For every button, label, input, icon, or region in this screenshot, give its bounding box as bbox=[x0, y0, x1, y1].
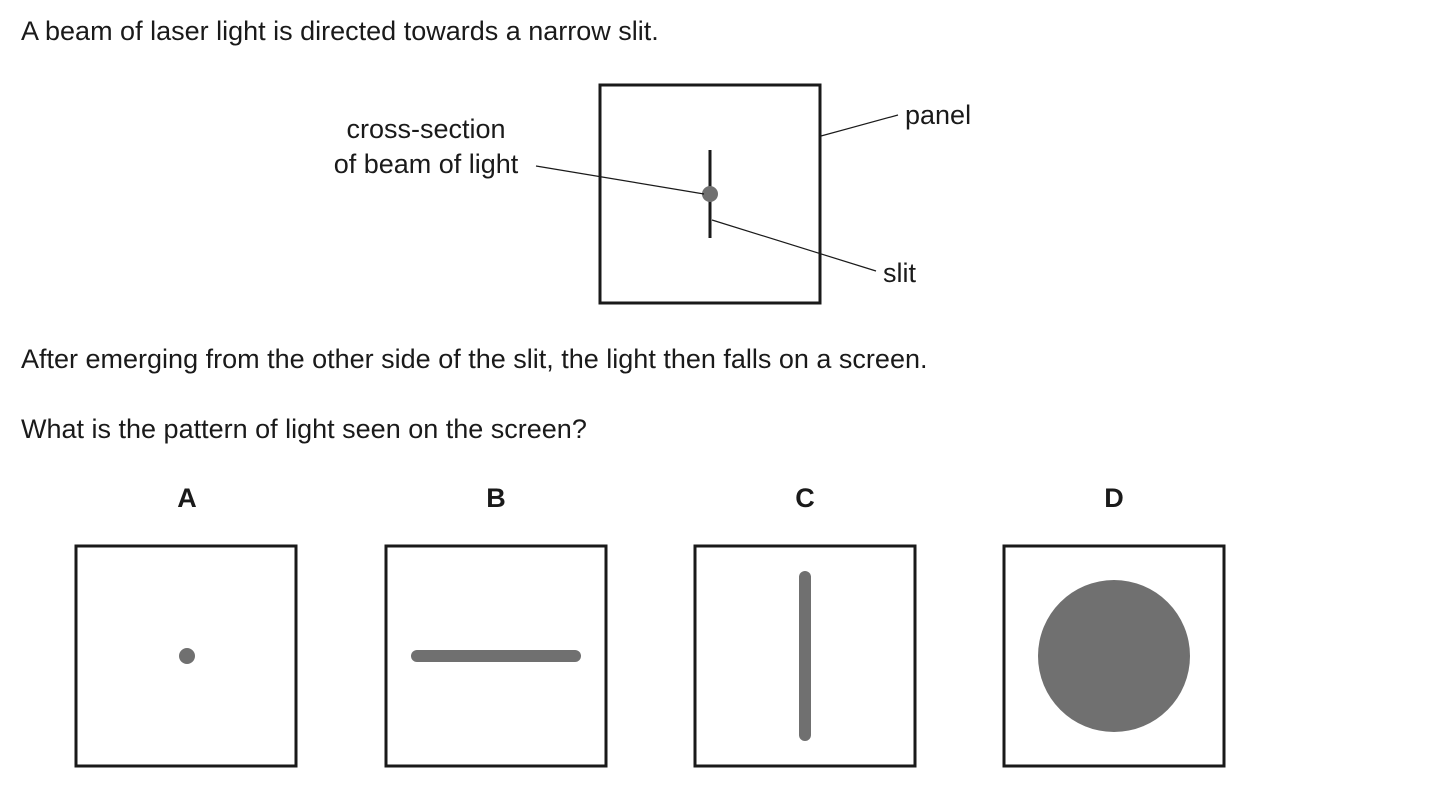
option-a[interactable] bbox=[76, 483, 296, 766]
beam-leader-line bbox=[536, 166, 704, 194]
option-a-dot bbox=[179, 648, 195, 664]
option-b-letter: B bbox=[486, 483, 506, 513]
panel-label: panel bbox=[905, 100, 972, 130]
slit-label: slit bbox=[883, 258, 916, 288]
panel-leader-line bbox=[821, 115, 898, 136]
intro-text: A beam of laser light is directed towards a narrow slit. bbox=[21, 16, 659, 46]
prompt-text: What is the pattern of light seen on the screen? bbox=[21, 414, 587, 444]
option-b[interactable] bbox=[386, 483, 606, 766]
option-d-letter: D bbox=[1104, 483, 1124, 513]
after-text: After emerging from the other side of the slit, the light then falls on a screen. bbox=[21, 344, 928, 374]
option-a-letter: A bbox=[177, 483, 197, 513]
beam-cross-section bbox=[702, 186, 718, 202]
beam-label-line1: cross-section bbox=[346, 114, 506, 144]
option-d[interactable] bbox=[1004, 483, 1224, 766]
beam-label-line2: of beam of light bbox=[333, 149, 519, 179]
option-c-letter: C bbox=[795, 483, 815, 513]
panel-diagram bbox=[334, 85, 971, 303]
option-c[interactable] bbox=[695, 483, 915, 766]
option-d-disc bbox=[1038, 580, 1190, 732]
slit-leader-line bbox=[712, 220, 876, 271]
